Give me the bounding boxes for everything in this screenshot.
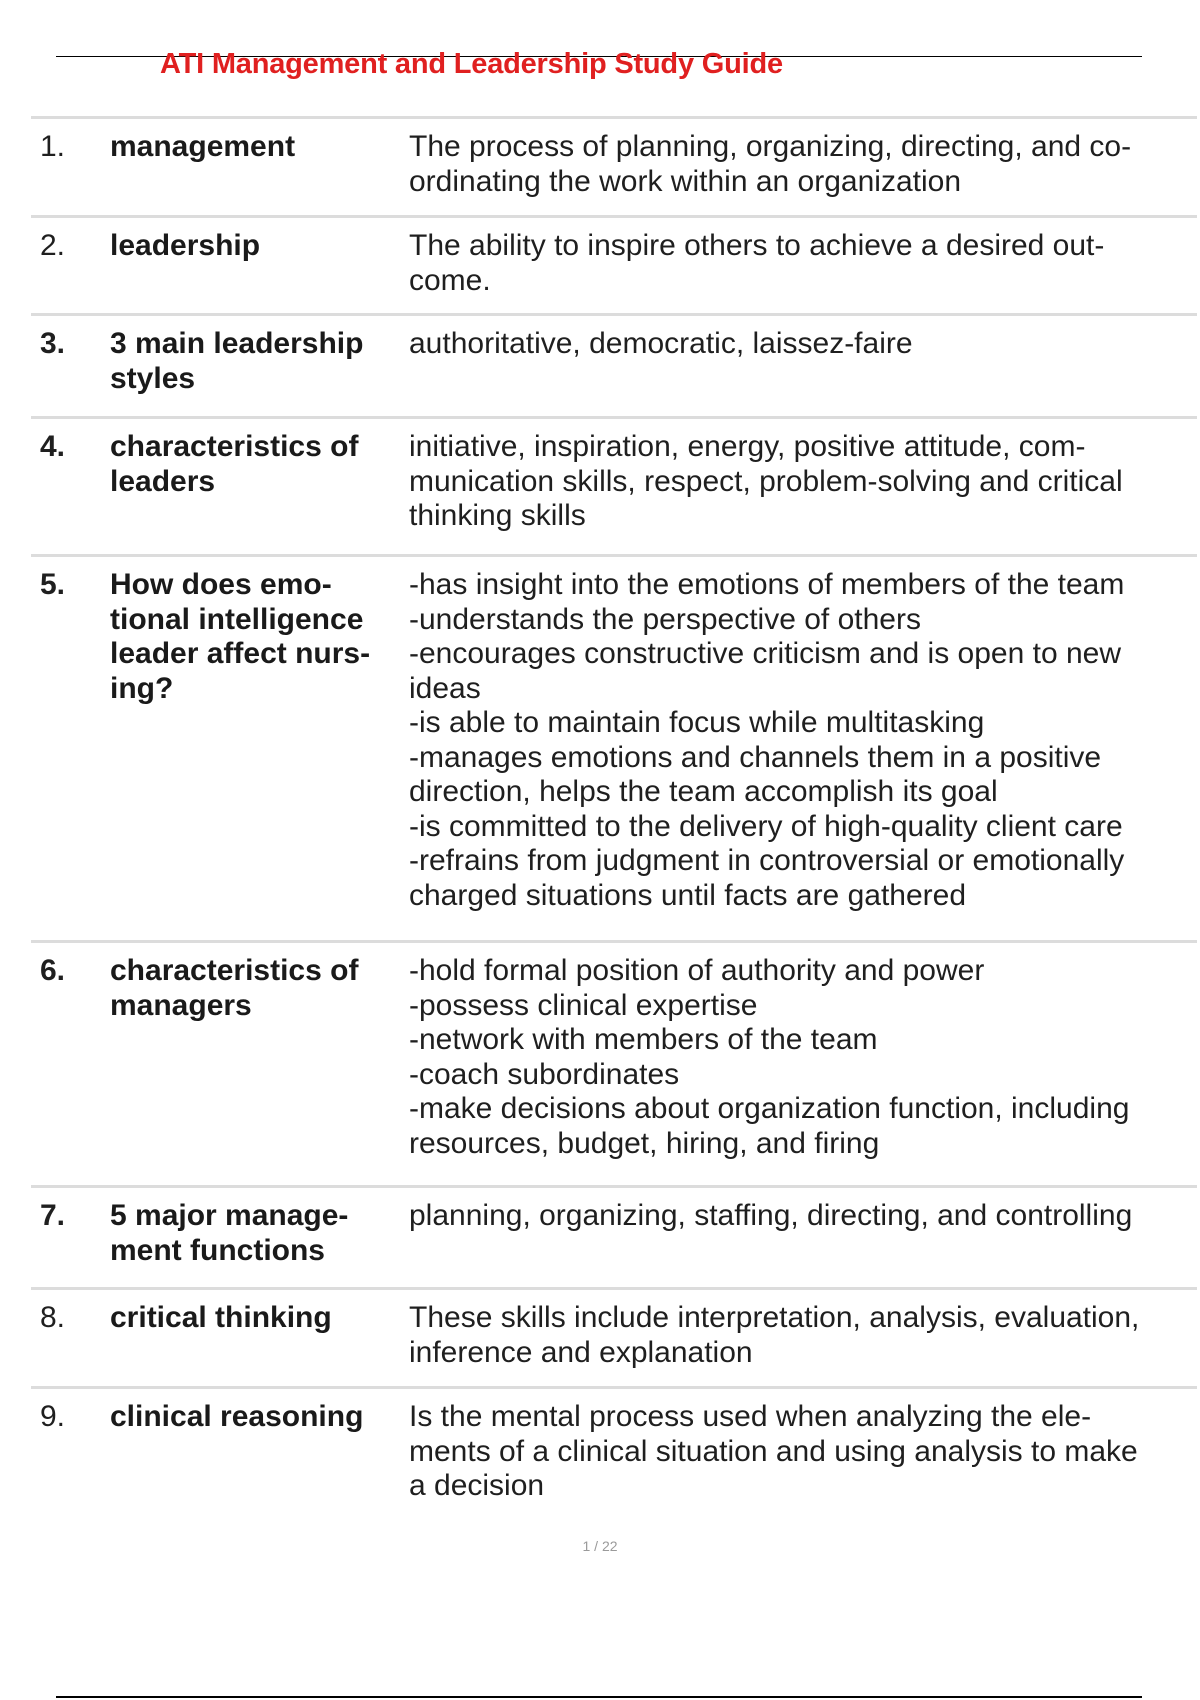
entry-definition [409,229,1197,313]
definition-line: a decision [409,1469,545,1502]
term-line: styles [110,361,196,395]
term-line: leaders [110,464,216,498]
term-line: managers [110,988,252,1022]
term-line: 3 main leadership [110,327,364,360]
term-line: ment functions [110,1233,325,1267]
definition-line: inference and explanation [409,1335,753,1369]
glossary-entry [31,1287,1197,1386]
entry-number: 1. [40,130,66,163]
definition-line: -refrains from judgment in controversial or emotionally [409,844,1125,877]
definition-line: charged situations until facts are gathered [409,878,967,912]
entry-definition [409,1301,1197,1386]
term-line: characteristics of [110,954,359,987]
entry-number: 4. [40,430,66,463]
term-line: critical thinking [110,1301,332,1334]
glossary-entry [31,313,1197,416]
term-line: tional intelligence [110,602,364,636]
glossary-entry [31,940,1197,1185]
entry-number: 3. [40,327,66,360]
term-line: ing? [110,671,174,705]
definition-line: The process of planning, organizing, directing, and co- [409,130,1132,163]
definition-line: -understands the perspective of others [409,602,921,636]
entry-number: 2. [40,229,66,262]
definition-line: authoritative, democratic, laissez-faire [409,327,913,360]
definition-line: -possess clinical expertise [409,988,758,1022]
definition-line: -has insight into the emotions of members of the team [409,568,1125,601]
definition-line: -encourages constructive criticism and is open to new [409,637,1122,670]
glossary-table [31,116,1197,1516]
entry-number: 7. [40,1199,66,1232]
entry-term [80,568,409,940]
page-indicator: 1 / 22 [582,1538,618,1554]
term-line: leader affect nurs- [110,637,371,670]
glossary-entry [31,215,1197,313]
glossary-entry [31,116,1197,215]
entry-definition [409,1199,1197,1287]
entry-number: 6. [40,954,66,987]
definition-line: -coach subordinates [409,1057,680,1091]
entry-number: 5. [40,568,66,601]
term-line: management [110,130,296,163]
footer-rule [56,1696,1142,1698]
entry-definition [409,568,1197,940]
term-line: characteristics of [110,430,359,463]
entry-number: 8. [40,1301,66,1334]
definition-line: -is committed to the delivery of high-quality client care [409,809,1123,843]
definition-line: -make decisions about organization function, including [409,1092,1130,1125]
definition-line: Is the mental process used when analyzing the ele- [409,1400,1092,1433]
entry-definition [409,130,1197,215]
glossary-entry [31,1185,1197,1287]
entry-definition [409,430,1197,554]
term-line: 5 major manage- [110,1199,349,1232]
definition-line: resources, budget, hiring, and firing [409,1126,880,1160]
entry-term [80,327,409,416]
definition-line: ments of a clinical situation and using analysis to make [409,1434,1138,1468]
definition-line: -network with members of the team [409,1023,878,1056]
term-line: leadership [110,229,261,262]
glossary-entry [31,1386,1197,1516]
term-line: How does emo- [110,568,332,601]
term-line: clinical reasoning [110,1400,364,1433]
entry-definition [409,954,1197,1185]
definition-line: come. [409,263,491,297]
definition-line: munication skills, respect, problem-solving and critical [409,464,1123,498]
entry-term [80,1400,409,1516]
glossary-entry [31,554,1197,940]
definition-line: ideas [409,671,481,705]
definition-line: The ability to inspire others to achieve a desired out- [409,229,1105,262]
definition-line: planning, organizing, staffing, directing, and controlling [409,1199,1133,1232]
definition-line: -manages emotions and channels them in a positive [409,740,1102,774]
entry-term [80,229,409,313]
definition-line: thinking skills [409,499,586,532]
entry-term [80,954,409,1185]
entry-number: 9. [40,1400,66,1433]
definition-line: initiative, inspiration, energy, positive attitude, com- [409,430,1086,463]
entry-term [80,130,409,215]
document-title: ATI Management and Leadership Study Guide [160,48,783,80]
definition-line: -is able to maintain focus while multitasking [409,706,985,739]
entry-term [80,430,409,554]
definition-line: These skills include interpretation, analysis, evaluation, [409,1301,1140,1334]
entry-definition [409,1400,1197,1516]
glossary-entry [31,416,1197,554]
entry-term [80,1199,409,1287]
definition-line: -hold formal position of authority and power [409,954,985,987]
definition-line: ordinating the work within an organization [409,164,961,198]
definition-line: direction, helps the team accomplish its goal [409,775,998,808]
entry-definition [409,327,1197,416]
entry-term [80,1301,409,1386]
